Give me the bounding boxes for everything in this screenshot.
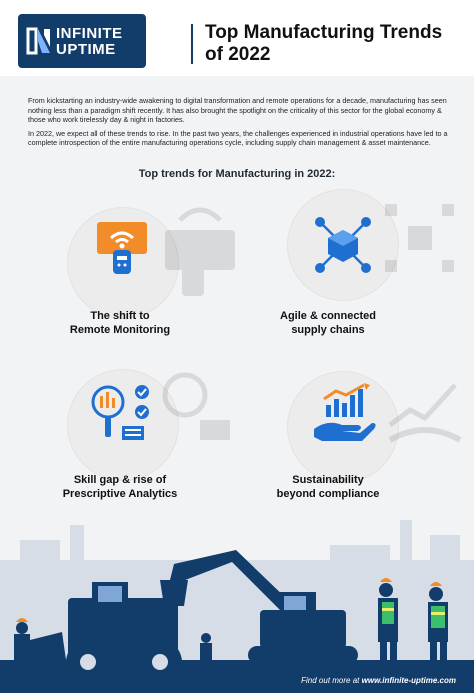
remote-ghost-icon xyxy=(160,200,250,300)
page-title xyxy=(205,22,442,66)
page-title-line2: of 2022 xyxy=(205,44,271,65)
trend-label-analytics xyxy=(20,473,220,501)
header xyxy=(0,0,474,76)
trend-1-line2: Remote Monitoring xyxy=(69,324,171,336)
trend-label-remote xyxy=(20,309,220,337)
sustainability-ghost-icon xyxy=(385,370,465,450)
footer-prefix: Find out more at xyxy=(301,676,360,685)
trend-4-line2: beyond compliance xyxy=(276,488,380,500)
footer-text xyxy=(301,676,456,685)
analytics-icon xyxy=(90,382,156,446)
logo-line2: UPTIME xyxy=(56,41,116,58)
trend-3-line1: Skill gap & rise of xyxy=(73,474,167,486)
footer-url-link[interactable]: www.infinite-uptime.com xyxy=(361,676,456,685)
trend-label-sustainability xyxy=(228,473,428,501)
analytics-ghost-icon xyxy=(160,370,240,460)
supply-ghost-icon xyxy=(380,196,460,286)
title-divider xyxy=(191,24,193,64)
supply-chain-icon xyxy=(312,214,374,276)
remote-monitoring-icon xyxy=(93,216,151,276)
logo-mark-icon xyxy=(26,27,52,55)
trend-3-line2: Prescriptive Analytics xyxy=(62,488,178,500)
trend-2-line2: supply chains xyxy=(291,324,365,336)
logo[interactable] xyxy=(18,14,146,68)
trend-1-line1: The shift to xyxy=(90,310,150,322)
page-title-line1: Top Manufacturing Trends xyxy=(205,22,443,43)
intro-paragraph-2: In 2022, we expect all of these trends to rise. In the past two years, the challenges experienced in industrial operations have led to a complete introspection of the entire manufacturing operations cycle, including supply chain management & asset maintenance. xyxy=(28,128,448,148)
intro-paragraph-1: From kickstarting an industry-wide awakening to digital transformation and remote operations for a decade, manufacturing has seen nothing less than a paradigm shift recently. It has also brought the spotlight on the criticality of this sector for the global economy & those who work tirelessly day & night in factories. xyxy=(28,96,447,125)
construction-scene-illustration xyxy=(0,520,474,693)
trend-label-supply xyxy=(228,309,428,337)
logo-text xyxy=(56,26,123,58)
intro-text xyxy=(28,96,452,152)
trend-4-line1: Sustainability xyxy=(292,474,364,486)
footer-bar xyxy=(0,670,474,693)
logo-line1: INFINITE xyxy=(56,25,123,42)
sustainability-icon xyxy=(312,383,378,443)
trend-2-line1: Agile & connected xyxy=(280,310,376,322)
section-title: Top trends for Manufacturing in 2022: xyxy=(138,168,336,180)
